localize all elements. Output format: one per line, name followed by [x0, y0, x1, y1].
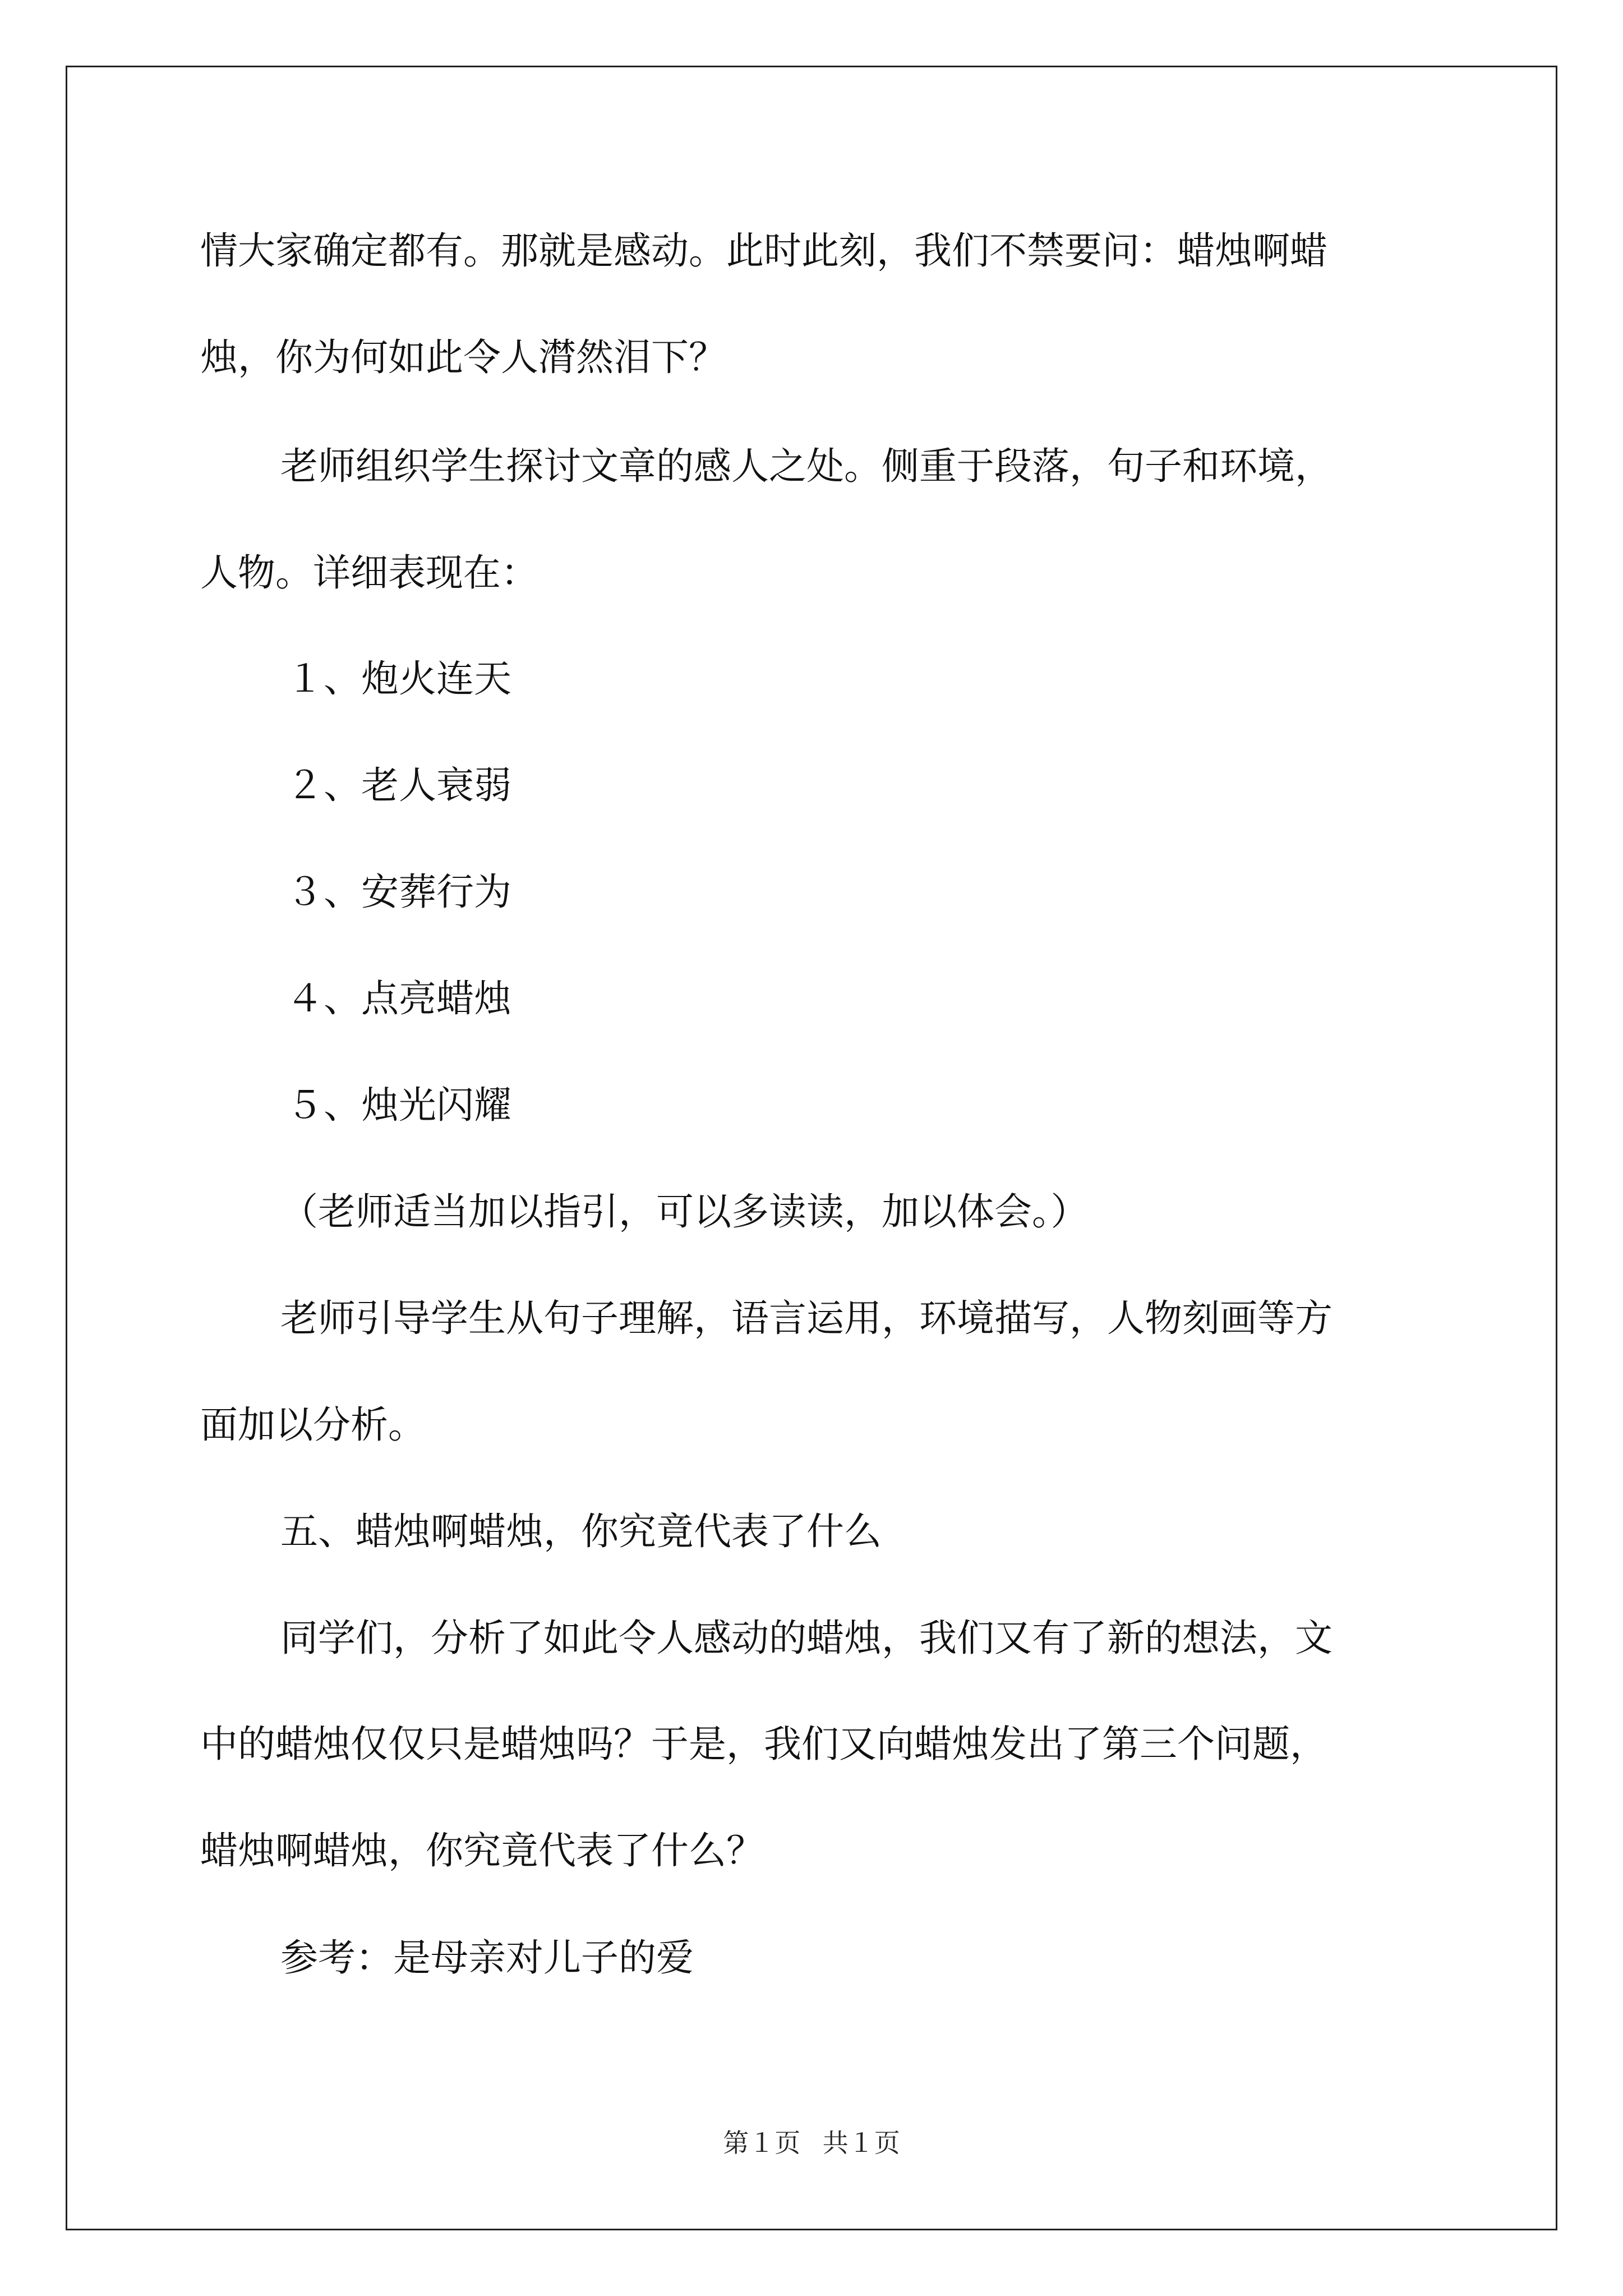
- page-border: [66, 66, 1557, 2230]
- body-line-2: 烛，你为何如此令人潸然泪下？: [200, 335, 726, 379]
- body-line-4: 人物。详细表现在：: [200, 551, 538, 595]
- list-item-1: １、炮火连天: [286, 657, 511, 701]
- list-item-4: ４、点亮蜡烛: [286, 977, 511, 1020]
- list-item-3: ３、安葬行为: [286, 870, 511, 914]
- page-footer: [0, 2127, 1623, 2160]
- body-line-3: 老师组织学生探讨文章的感人之处。侧重于段落，句子和环境，: [280, 444, 1332, 488]
- teacher-note: （老师适当加以指引，可以多读读，加以体会。）: [280, 1190, 1089, 1234]
- body-line-17: 参考：是母亲对儿子的爱: [280, 1936, 694, 1980]
- body-line-14: 同学们，分析了如此令人感动的蜡烛，我们又有了新的想法，文: [280, 1616, 1332, 1660]
- body-line-16: 蜡烛啊蜡烛，你究竟代表了什么？: [200, 1829, 764, 1872]
- section-heading: 五、蜡烛啊蜡烛，你究竟代表了什么: [280, 1510, 882, 1553]
- body-line-11: 老师引导学生从句子理解，语言运用，环境描写，人物刻画等方: [280, 1296, 1332, 1340]
- list-item-5: ５、烛光闪耀: [286, 1083, 511, 1127]
- page-number-total: 共１页: [822, 2129, 900, 2157]
- body-line-1: 情大家确定都有。那就是感动。此时此刻，我们不禁要问：蜡烛啊蜡: [200, 229, 1327, 273]
- body-line-15: 中的蜡烛仅仅只是蜡烛吗？于是，我们又向蜡烛发出了第三个问题，: [200, 1722, 1327, 1766]
- page-number-current: 第１页: [723, 2129, 801, 2157]
- body-line-12: 面加以分析。: [200, 1403, 426, 1447]
- list-item-2: ２、老人衰弱: [286, 763, 511, 807]
